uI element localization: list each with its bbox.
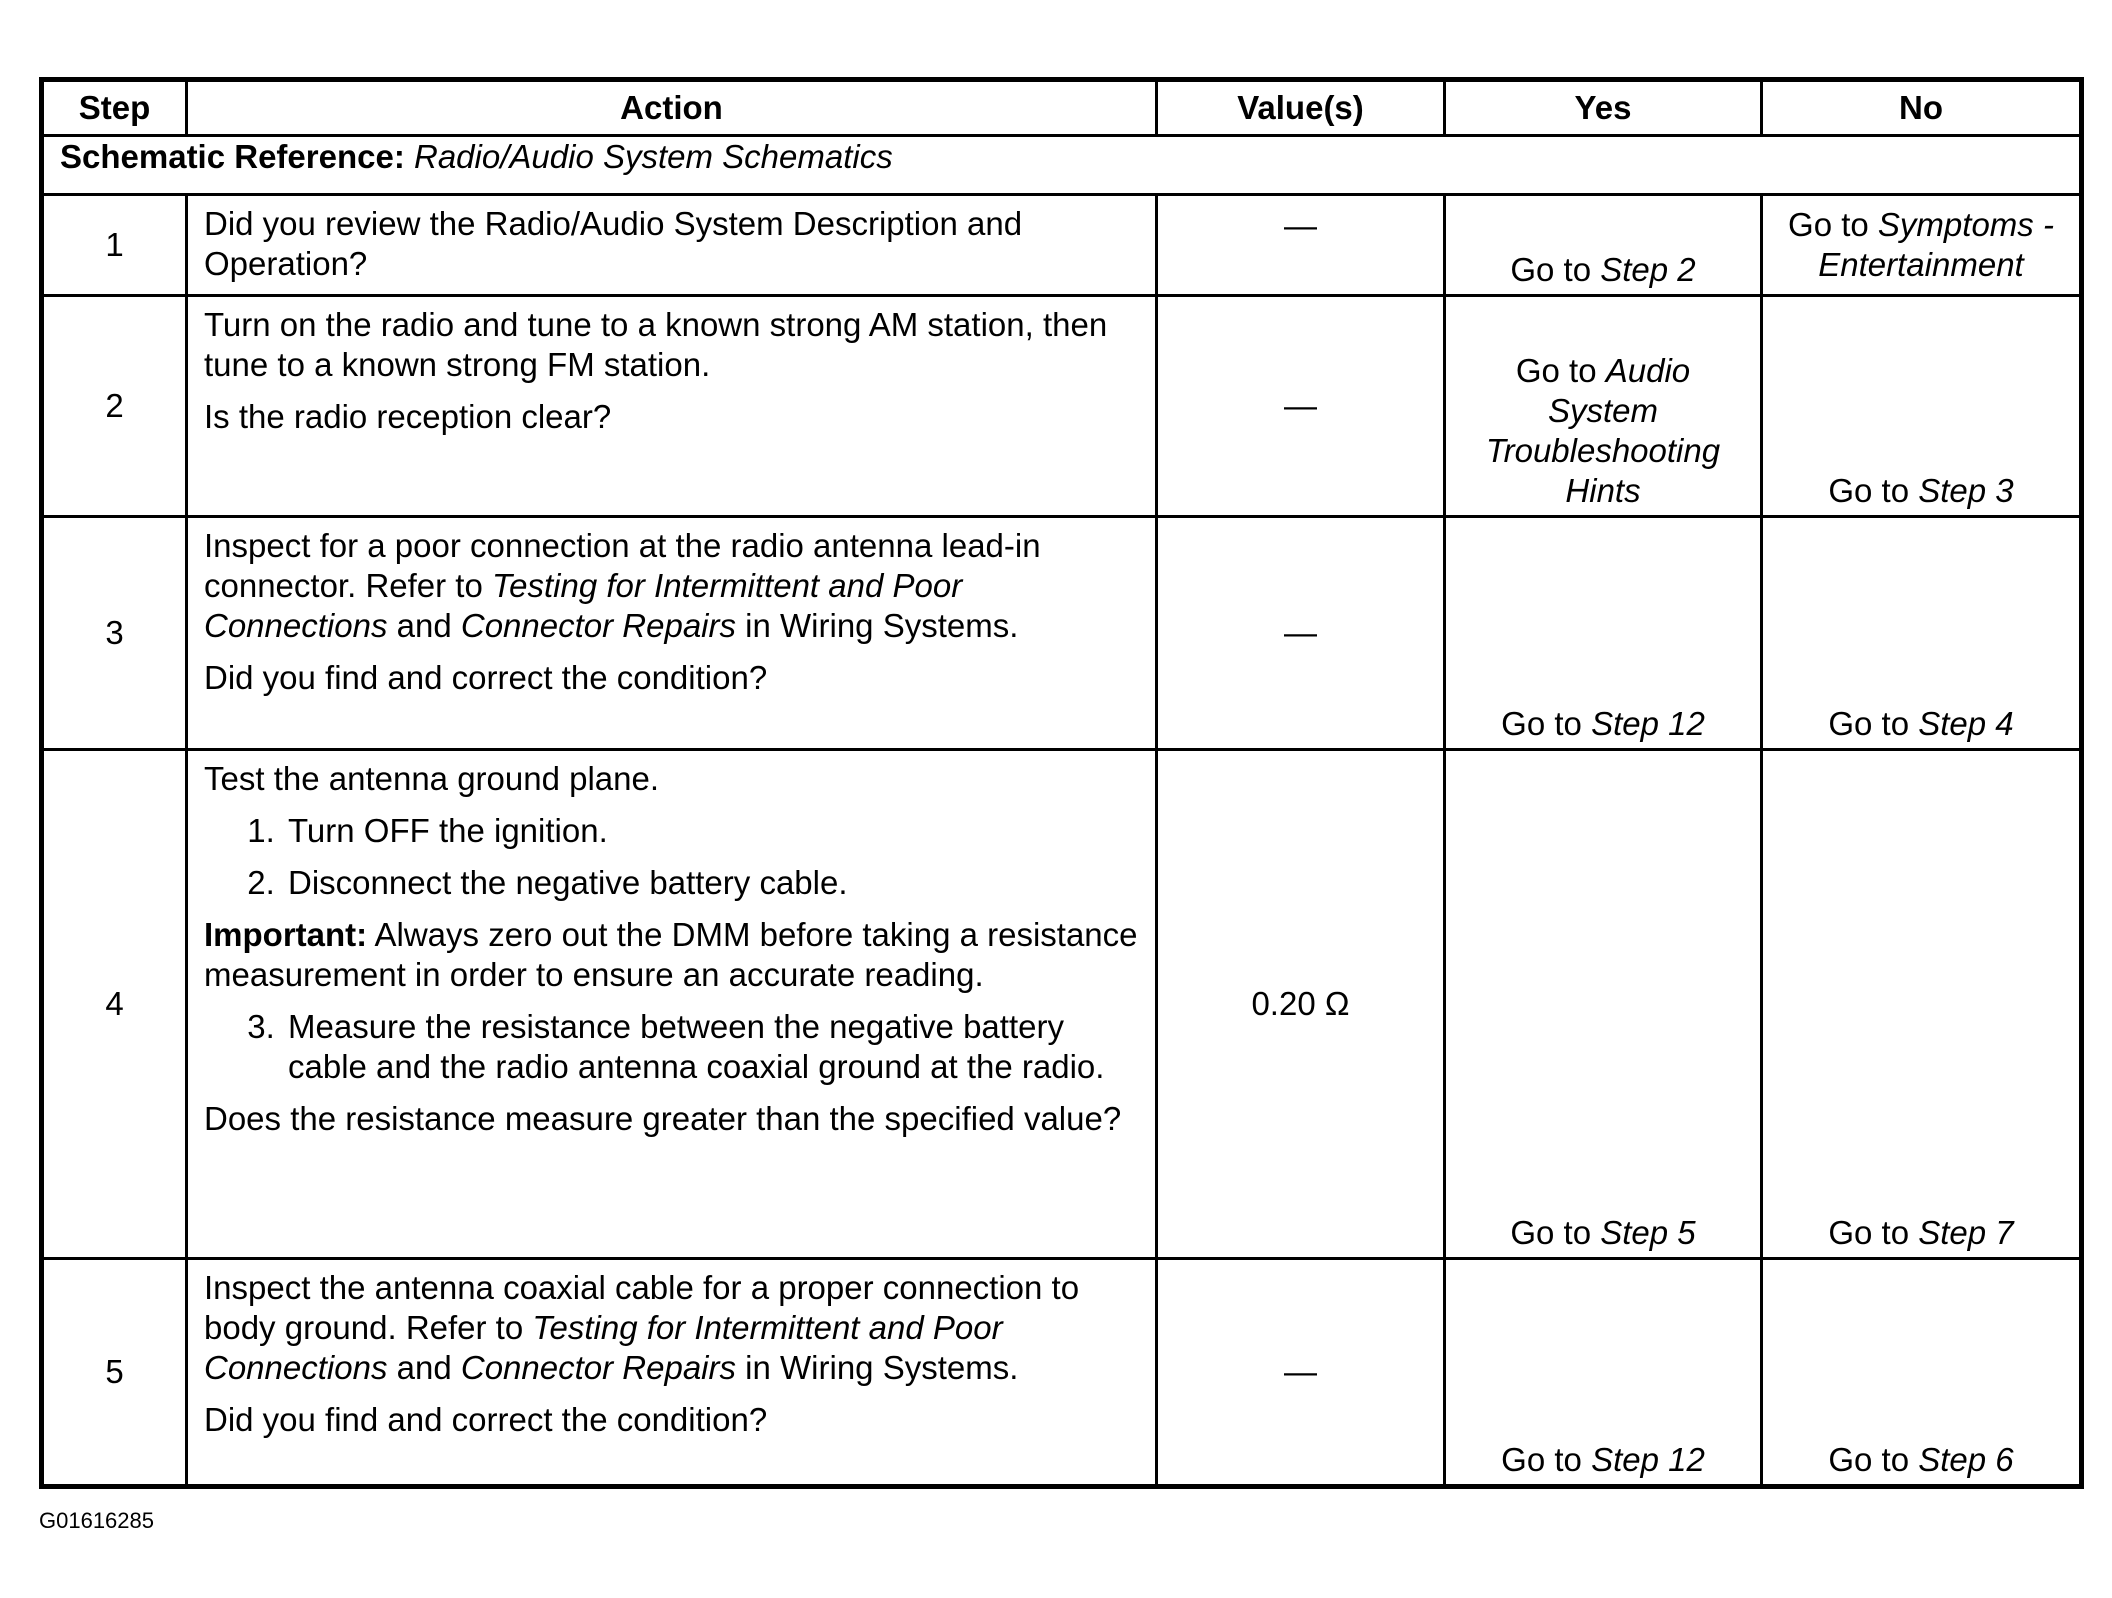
action-cell bbox=[187, 1259, 1157, 1487]
reference-link[interactable]: Connector Repairs bbox=[460, 1349, 736, 1386]
list-item: 2. Disconnect the negative battery cable. bbox=[284, 863, 1139, 903]
no-prefix: Go to bbox=[1828, 1214, 1919, 1251]
header-no: No bbox=[1762, 80, 2082, 136]
figure-id: G01616285 bbox=[39, 1508, 154, 1533]
no-cell bbox=[1762, 750, 2082, 1259]
yes-link[interactable]: Step 12 bbox=[1591, 705, 1705, 742]
header-row bbox=[42, 80, 2082, 136]
yes-prefix: Go to bbox=[1515, 352, 1606, 389]
yes-prefix: Go to bbox=[1501, 705, 1592, 742]
action-cell bbox=[187, 517, 1157, 750]
action-cell bbox=[187, 195, 1157, 296]
schematic-reference bbox=[42, 136, 2082, 195]
action-text-part: Inspect the antenna coaxial cable for a proper connection to body ground. Refer to bbox=[204, 1269, 1080, 1346]
yes-cell bbox=[1445, 517, 1762, 750]
step-number: 3 bbox=[42, 517, 187, 750]
yes-link[interactable]: Step 12 bbox=[1591, 1441, 1705, 1478]
list-item: 1. Turn OFF the ignition. bbox=[284, 811, 1139, 851]
reference-link[interactable]: Connector Repairs bbox=[460, 607, 736, 644]
no-prefix: Go to bbox=[1788, 206, 1878, 243]
no-prefix: Go to bbox=[1828, 705, 1919, 742]
no-link[interactable]: Step 3 bbox=[1918, 472, 2014, 509]
important-label: Important: bbox=[204, 916, 368, 953]
yes-cell bbox=[1445, 195, 1762, 296]
yes-cell bbox=[1445, 1259, 1762, 1487]
no-cell bbox=[1762, 1259, 2082, 1487]
no-link[interactable]: Step 6 bbox=[1918, 1441, 2014, 1478]
yes-prefix: Go to bbox=[1510, 251, 1601, 288]
diagnostic-table bbox=[39, 77, 2084, 1489]
yes-prefix: Go to bbox=[1510, 1214, 1601, 1251]
step-number: 1 bbox=[42, 195, 187, 296]
table-row bbox=[42, 296, 2082, 517]
yes-prefix: Go to bbox=[1501, 1441, 1592, 1478]
table-row bbox=[42, 195, 2082, 296]
table-row bbox=[42, 750, 2082, 1259]
yes-cell bbox=[1445, 296, 1762, 517]
header-values: Value(s) bbox=[1157, 80, 1445, 136]
yes-link[interactable]: Step 2 bbox=[1600, 251, 1696, 288]
action-text bbox=[204, 1268, 1139, 1388]
yes-link[interactable]: Audio System Troubleshooting Hints bbox=[1485, 352, 1721, 509]
procedure-list bbox=[204, 1007, 1139, 1087]
action-text-part: and bbox=[387, 607, 461, 644]
action-question: Is the radio reception clear? bbox=[204, 398, 612, 435]
list-item: 3. Measure the resistance between the negative battery cable and the radio antenna coaxial ground at the radio. bbox=[284, 1007, 1139, 1087]
header-action: Action bbox=[187, 80, 1157, 136]
no-link[interactable]: Step 7 bbox=[1918, 1214, 2014, 1251]
no-link[interactable]: Symptoms - Entertainment bbox=[1818, 206, 2054, 283]
action-text: Turn on the radio and tune to a known strong AM station, then tune to a known strong FM station. bbox=[204, 306, 1108, 383]
no-prefix: Go to bbox=[1828, 472, 1919, 509]
value-cell: — bbox=[1157, 517, 1445, 750]
yes-link[interactable]: Step 5 bbox=[1600, 1214, 1696, 1251]
header-step: Step bbox=[42, 80, 187, 136]
no-cell bbox=[1762, 296, 2082, 517]
action-question: Does the resistance measure greater than the specified value? bbox=[204, 1100, 1122, 1137]
table-row bbox=[42, 517, 2082, 750]
action-text bbox=[204, 526, 1139, 646]
reference-link[interactable]: Testing for Intermittent and Poor Connections bbox=[204, 567, 963, 644]
step-number: 4 bbox=[42, 750, 187, 1259]
step-number: 5 bbox=[42, 1259, 187, 1487]
table-row bbox=[42, 1259, 2082, 1487]
no-prefix: Go to bbox=[1828, 1441, 1919, 1478]
important-note bbox=[204, 915, 1139, 995]
action-question: Did you find and correct the condition? bbox=[204, 1401, 768, 1438]
header-yes: Yes bbox=[1445, 80, 1762, 136]
reference-link[interactable]: Testing for Intermittent and Poor Connections bbox=[204, 1309, 1003, 1386]
value-cell: — bbox=[1157, 1259, 1445, 1487]
action-text-part: and bbox=[387, 1349, 461, 1386]
action-cell bbox=[187, 296, 1157, 517]
important-text: Always zero out the DMM before taking a resistance measurement in order to ensure an accurate reading. bbox=[204, 916, 1138, 993]
action-question: Did you find and correct the condition? bbox=[204, 659, 768, 696]
no-link[interactable]: Step 4 bbox=[1918, 705, 2014, 742]
action-cell bbox=[187, 750, 1157, 1259]
step-number: 2 bbox=[42, 296, 187, 517]
schematic-label: Schematic Reference: bbox=[60, 138, 405, 175]
action-text: Test the antenna ground plane. bbox=[204, 760, 660, 797]
value-cell: — bbox=[1157, 195, 1445, 296]
action-text-part: in Wiring Systems. bbox=[736, 1349, 1019, 1386]
no-cell bbox=[1762, 517, 2082, 750]
yes-cell bbox=[1445, 750, 1762, 1259]
schematic-link[interactable]: Radio/Audio System Schematics bbox=[414, 138, 893, 175]
value-cell: — bbox=[1157, 296, 1445, 517]
action-text-part: Inspect for a poor connection at the radio antenna lead-in connector. Refer to bbox=[204, 527, 1041, 604]
procedure-list bbox=[204, 811, 1139, 903]
action-text: Did you review the Radio/Audio System Description and Operation? bbox=[204, 205, 1023, 282]
no-cell bbox=[1762, 195, 2082, 296]
action-text-part: in Wiring Systems. bbox=[736, 607, 1019, 644]
value-cell: 0.20 Ω bbox=[1157, 750, 1445, 1259]
schematic-reference-row bbox=[42, 136, 2082, 195]
